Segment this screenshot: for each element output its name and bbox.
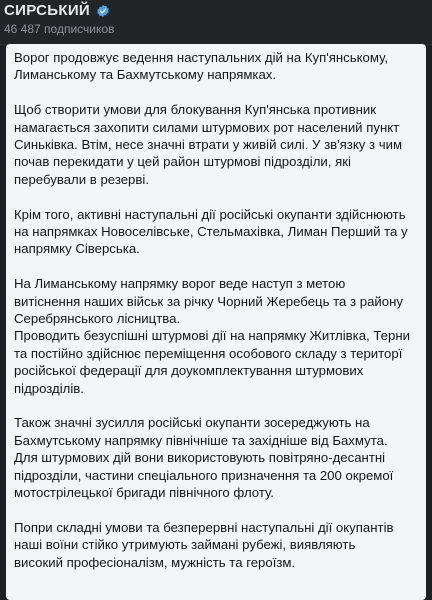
message-line: витіснення наших військ за річку Чорний Жеребець та з району (14, 293, 403, 309)
message-paragraph (14, 101, 418, 188)
message-line: Попри складні умови та безперервні наступальні дії окупантів (14, 519, 394, 535)
message-paragraph (14, 49, 418, 84)
message-line: підрозділів. (14, 380, 84, 396)
message-line: мотострілецької бригади північного флоту. (14, 485, 274, 501)
message-line: Також значні зусилля російські окупанти зосереджують на (14, 415, 370, 431)
message-line: на напрямках Новоселівське, Стельмахівка, Лиман Перший та у (14, 224, 408, 240)
message-paragraph (14, 206, 418, 258)
message-line: Для штурмових дій вони використовують повітряно-десантні (14, 450, 386, 466)
message-line: На Лиманському напрямку ворог веде наступ з метою (14, 276, 346, 292)
message-line: Щоб створити умови для блокування Куп'янська противник (14, 102, 377, 118)
message-line: почав перекидати у цей район штурмові підрозділи, які (14, 154, 351, 170)
channel-name: СИРСЬКИЙ (4, 2, 90, 19)
message-line: Серебрянського лісництва. (14, 311, 181, 327)
message-line: та постійно здійснює переміщення особового складу з територї (14, 345, 403, 361)
message-paragraph (14, 519, 418, 571)
message-line: намагається захопити силами штурмових рот населений пункт (14, 119, 400, 135)
message-paragraph (14, 414, 418, 501)
message-line: російської федерації для доукомплектування штурмових (14, 363, 364, 379)
message-text (14, 49, 418, 589)
subscriber-count: 46 487 подписчиков (4, 22, 115, 36)
message-line: Лиманському та Бахмутському напрямках. (14, 67, 277, 83)
message-line: високий професіоналізм, мужність та героїзм. (14, 554, 296, 570)
message-line: Проводить безуспішні штурмові дії на напрямку Житлівка, Терни (14, 328, 410, 344)
message-paragraph (14, 275, 418, 397)
message-line: наші воїни стійко утримують займані рубежі, виявляють (14, 537, 356, 553)
verified-badge-icon (96, 4, 110, 18)
message-line: напрямку Сіверська. (14, 241, 140, 257)
channel-header[interactable] (0, 0, 432, 45)
channel-title[interactable] (4, 2, 110, 19)
message-line: перебували в резерві. (14, 171, 149, 187)
message-line: Крім того, активні наступальні дії російські окупанти здійснюють (14, 206, 406, 222)
message-line: Бахмутському напрямку північніше та західніше від Бахмута. (14, 432, 388, 448)
message-line: Синьківка. Втім, несе значні втрати у живій силі. У зв'язку з чим (14, 137, 403, 153)
message-line: Ворог продовжує ведення наступальних дій на Куп'янському, (14, 50, 389, 65)
message-line: підрозділи, частини спеціального призначення та 200 окремої (14, 467, 394, 483)
